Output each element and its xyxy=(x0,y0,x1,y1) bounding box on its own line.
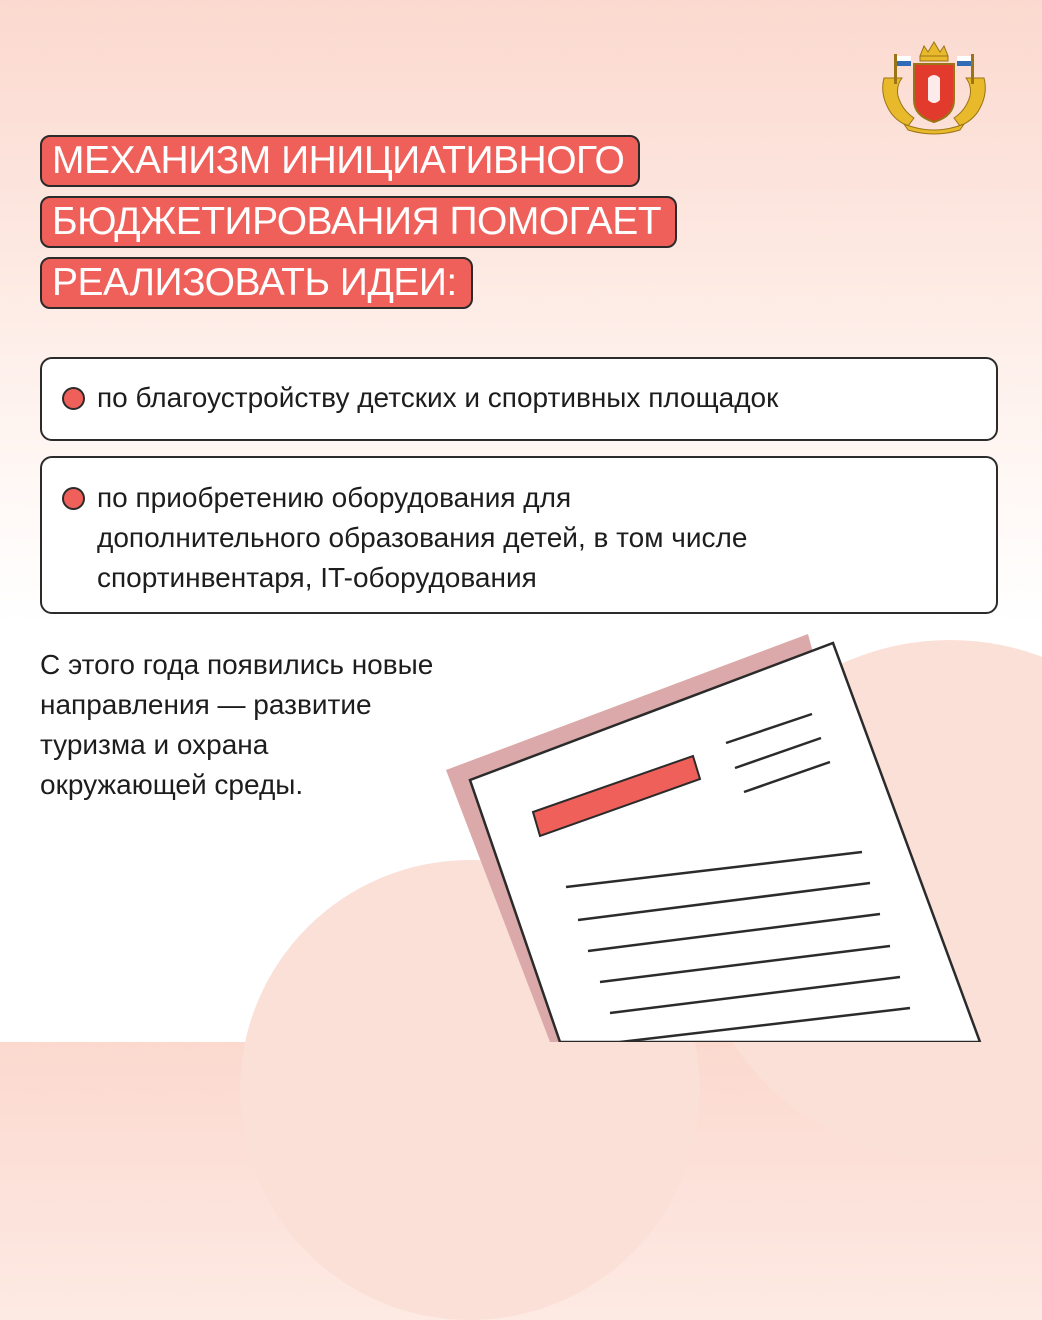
headline-line-2: БЮДЖЕТИРОВАНИЯ ПОМОГАЕТ xyxy=(40,196,677,248)
new-directions-text: С этого года появились новые направления — развитие туризма и охрана окружающей среды. xyxy=(40,649,434,800)
headline-line-1: МЕХАНИЗМ ИНИЦИАТИВНОГО xyxy=(40,135,640,187)
list-item-text: по приобретению оборудования для дополнительного образования детей, в том числе спортинвентаря, IT-оборудования xyxy=(97,482,748,593)
list-item-text: по благоустройству детских и спортивных площадок xyxy=(97,382,779,413)
headline-line-3: РЕАЛИЗОВАТЬ ИДЕИ: xyxy=(40,257,473,309)
